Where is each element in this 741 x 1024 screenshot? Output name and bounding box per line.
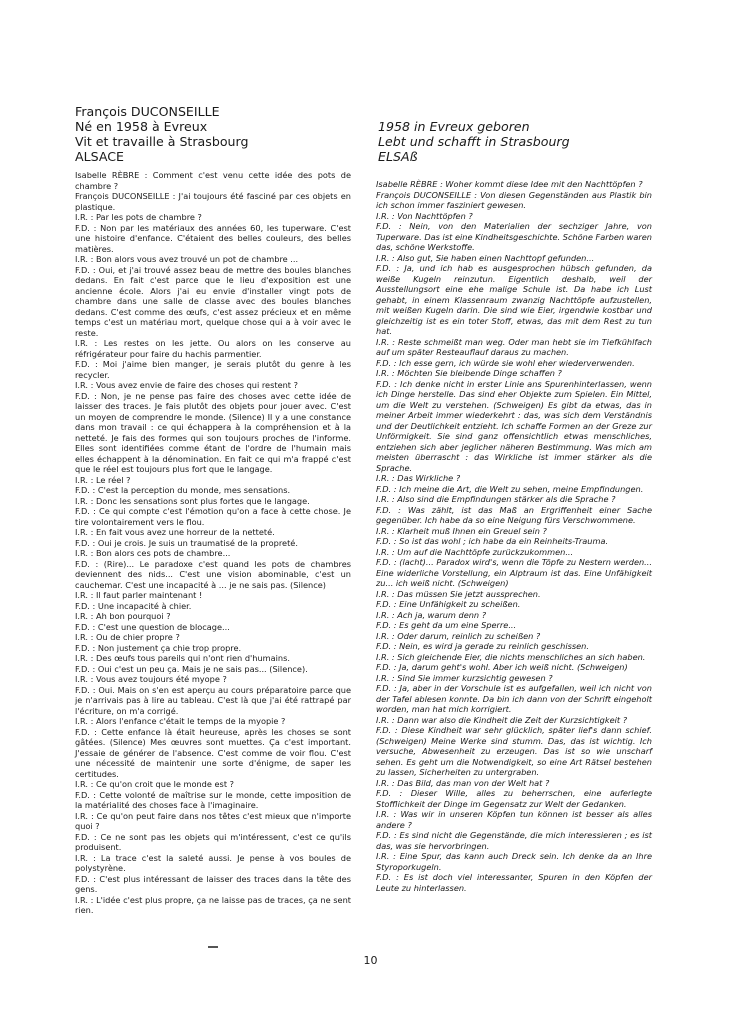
interview-line-fr: I.R. : Bon alors vous avez trouvé un pot de chambre ... <box>75 254 299 264</box>
interview-line-fr: I.R. : Ce qu'on peut faire dans nos têtes c'est mieux que n'importe quoi ? <box>75 810 351 831</box>
interview-line-de: F.D. : (lacht)... Paradox wird's, wenn die Töpfe zu Nestern werden... Eine widerliche Vorstellung, ein Alptraum ist das. Eine Unfähigkeit zu... ich weiß nicht. (Schweigen) <box>376 557 652 588</box>
interview-line-de: F.D. : Ja, aber in der Vorschule ist es aufgefallen, weil ich nicht von der Tafel ablesen konnte. Da bin ich dann von der Schrift eingeholt worden, man hat mich korrigiert. <box>376 683 652 714</box>
interview-line-de: F.D. : Eine Unfähigkeit zu scheißen. <box>376 599 521 609</box>
interview-line-fr: F.D. : Ce qui compte c'est l'émotion qu'on a face à cette chose. Je tire volontairement vers le flou. <box>75 506 351 527</box>
interview-line-de: I.R. : Oder darum, reinlich zu scheißen ? <box>376 630 541 641</box>
interview-line-fr: F.D. : Non, je ne pense pas faire des choses avec cette idée de laisser des traces. Je fais plutôt des objets pour jouer avec. C'est un moyen de comprendre le monde. (Silence) Il y a une constance dans mon travail : ce qui échappera à la compréhension et à la netteté. Je fais des formes qui son toujours proches de l'informe. Elles sont identifiées comme étant de l'ordre de l'humain mais elles échappent à la dénomination. En fait ce qui m'a frappé c'est que le réel est toujours plus fort que le langage. <box>75 390 351 474</box>
interview-line-de: I.R. : Sind Sie immer kurzsichtig gewesen ? <box>376 672 553 683</box>
interview-line-de: F.D. : Es ist doch viel interessanter, Spuren in den Köpfen der Leute zu hinterlassen. <box>376 872 652 893</box>
birth-line-fr: Né en 1958 à Evreux <box>75 119 208 134</box>
artist-header-german <box>378 119 570 164</box>
interview-line-de: I.R. : Was wir in unseren Köpfen tun können ist besser als alles andere ? <box>376 809 652 830</box>
interview-line-fr: I.R. : Le réel ? <box>75 474 131 485</box>
interview-line-fr: F.D. : Ce ne sont pas les objets qui m'intéressent, c'est ce qu'ils produisent. <box>75 831 351 852</box>
interview-line-de: F.D. : Dieser Wille, alles zu beherrschen, eine auferlegte Stofflichkeit der Dinge im Gegensatz zur Welt der Gedanken. <box>376 788 652 809</box>
interview-line-de: I.R. : Möchten Sie bleibende Dinge schaffen ? <box>376 368 562 378</box>
interview-line-de: I.R. : Um auf die Nachttöpfe zurückzukommen... <box>376 546 574 557</box>
interview-line-de: I.R. : Also sind die Empfindungen stärker als die Sprache ? <box>376 494 616 504</box>
interview-line-de: I.R. : Ach ja, warum denn ? <box>376 609 487 620</box>
interview-line-fr: F.D. : Oui. Mais on s'en est aperçu au cours préparatoire parce que je n'arrivais pas à lire au tableau. C'est là que j'ai été rattrapé par l'écriture, on m'a corrigé. <box>75 684 351 716</box>
interview-line-fr: I.R. : Les restes on les jette. Ou alors on les conserve au réfrigérateur pour faire du hachis parmentier. <box>75 338 351 359</box>
interview-line-fr: I.R. : Par les pots de chambre ? <box>75 212 202 222</box>
interview-line-de: F.D. : Ja, darum geht's wohl. Aber ich weiß nicht. (Schweigen) <box>376 662 628 672</box>
interview-line-de: I.R. : Das müssen Sie jetzt aussprechen. <box>376 588 541 599</box>
interview-line-de: I.R. : Eine Spur, das kann auch Dreck sein. Ich denke da an Ihre Styroporkugeln. <box>376 851 652 872</box>
interview-line-de: I.R. : Von Nachttöpfen ? <box>376 210 473 221</box>
interview-line-fr: I.R. : Ou de chier propre ? <box>75 632 180 642</box>
interview-line-de: F.D. : Es sind nicht die Gegenstände, die mich interessieren ; es ist das, was sie hervorbringen. <box>376 830 652 851</box>
interview-line-fr: F.D. : C'est plus intéressant de laisser des traces dans la tête des gens. <box>75 873 351 894</box>
interview-line-de: F.D. : Was zählt, ist das Maß an Ergriffenheit einer Sache gegenüber. Ich habe da so eine Neigung fürs Verschwommene. <box>376 504 652 525</box>
interview-line-fr: F.D. : Oui c'est un peu ça. Mais je ne sais pas... (Silence). <box>75 663 308 674</box>
interview-line-de: F.D. : Es geht da um eine Sperre... <box>376 620 517 630</box>
interview-line-fr: F.D. : C'est la perception du monde, mes sensations. <box>75 485 291 495</box>
artist-name: François DUCONSEILLE <box>75 104 220 119</box>
interview-line-de: F.D. : Ja, und ich hab es ausgesprochen hübsch gefunden, da weiße Kugeln reinzutun. Eigentlich deshalb, weil der Ausstellungsort eine ehe malige Schule ist. Da habe ich Lust gehabt, in einem Klassenraum zwanzig Nachttöpfe aufzustellen, mit weißen Kugeln darin. Die sind wie Eier, irgendwie kostbar und gleichzeitig ist es ein toter Stoff, etwas, das mit dem Rest zu tun hat. <box>376 263 652 336</box>
interview-line-de: I.R. : Sich gleichende Eier, die nichts menschliches an sich haben. <box>376 651 646 662</box>
interview-line-fr: I.R. : L'idée c'est plus propre, ça ne laisse pas de traces, ça ne sent rien. <box>75 894 351 915</box>
interview-line-fr: I.R. : La trace c'est la saleté aussi. Je pense à vos boules de polystyrène. <box>75 852 351 873</box>
interview-line-fr: I.R. : Bon alors ces pots de chambre... <box>75 548 231 558</box>
interview-line-de: I.R. : Das Wirkliche ? <box>376 473 461 483</box>
interview-line-de: François DUCONSEILLE : Von diesen Gegenständen aus Plastik bin ich schon immer fasziniert gewesen. <box>376 189 652 210</box>
interview-line-fr: F.D. : (Rire)... Le paradoxe c'est quand les pots de chambres deviennent des nids... C'est une vision abominable, c'est un cauchemar. C'est une incapacité à ... je ne sais pas. (Silence) <box>75 558 351 590</box>
interview-line-fr: I.R. : Il faut parler maintenant ! <box>75 590 203 600</box>
interview-line-fr: I.R. : En fait vous avez une horreur de la netteté. <box>75 527 275 537</box>
interview-line-de: I.R. : Also gut, Sie haben einen Nachttopf gefunden... <box>376 252 595 263</box>
print-mark <box>208 946 218 948</box>
interview-line-de: F.D. : Diese Kindheit war sehr glücklich, später lief's dann schief. (Schweigen) Meine Werke sind stumm. Das, das ist wichtig. Ich versuche, Abwesenheit zu erzeugen. Das ist so wie unscharf sehen. Es geht um die Notwendigkeit, so eine Art Rätsel bestehen zu lassen, Sicherheiten zu untergraben. <box>376 725 652 777</box>
interview-line-de: F.D. : Ich meine die Art, die Welt zu sehen, meine Empfindungen. <box>376 483 644 494</box>
interview-line-de: I.R. : Das Bild, das man von der Welt hat ? <box>376 777 550 788</box>
interview-line-fr: François DUCONSEILLE : J'ai toujours été fasciné par ces objets en plastique. <box>75 191 351 212</box>
interview-line-de: F.D. : Nein, es wird ja gerade zu reinlich geschissen. <box>376 641 589 651</box>
interview-line-fr: I.R. : Donc les sensations sont plus fortes que le langage. <box>75 495 310 506</box>
interview-line-fr: F.D. : Une incapacité à chier. <box>75 600 192 611</box>
interview-line-fr: I.R. : Vous avez envie de faire des choses qui restent ? <box>75 380 298 390</box>
interview-french-column <box>75 170 351 916</box>
residence-line-fr: Vit et travaille à Strasbourg <box>75 134 249 149</box>
interview-line-de: F.D. : Ich denke nicht in erster Linie ans Spurenhinterlassen, wenn ich Dinge herstelle. Das sind eher Objekte zum Spielen. Ein Mittel, um die Welt zu verstehen. (Schweigen) Es gibt da etwas, das in meiner Arbeit immer wiederkehrt : das, was sich dem Verständnis und der Deutlichkeit entzieht. Ich schaffe Formen an der Greze zur Unförmigkeit. Sie sind ganz offensichtlich etwas menschliches, entziehen sich aber jeglicher näheren Bestimmung. Was mich am meisten überrascht : das Wirkliche ist immer stärker als die Sprache. <box>376 378 652 473</box>
interview-line-de: Isabelle RÈBRE : Woher kommt diese Idee mit den Nachttöpfen ? <box>376 179 643 189</box>
interview-line-fr: I.R. : Vous avez toujours été myope ? <box>75 674 227 684</box>
interview-line-fr: I.R. : Ah bon pourquoi ? <box>75 611 171 621</box>
interview-line-fr: I.R. : Alors l'enfance c'était le temps de la myopie ? <box>75 716 286 726</box>
page-number: 10 <box>363 954 378 967</box>
interview-line-fr: F.D. : C'est une question de blocage... <box>75 621 230 632</box>
interview-line-de: F.D. : So ist das wohl ; ich habe da ein Reinheits-Trauma. <box>376 536 609 546</box>
interview-line-de: I.R. : Dann war also die Kindheit die Zeit der Kurzsichtigkeit ? <box>376 714 628 725</box>
interview-line-de: I.R. : Klarheit muß Ihnen ein Greuel sein ? <box>376 525 547 536</box>
interview-line-fr: F.D. : Oui, et j'ai trouvé assez beau de mettre des boules blanches dedans. En fait c'est parce que le lieu d'exposition est une ancienne école. Alors j'ai eu envie d'installer vingt pots de chambre dans une salle de classe avec des boules blanches dedans. C'est comme des œufs, c'est assez précieux et en même temps c'est un matériau mort, quelque chose qui a à voir avec le reste. <box>75 264 351 338</box>
interview-line-fr: F.D. : Oui je crois. Je suis un traumatisé de la propreté. <box>75 537 298 548</box>
region-de: ELSAß <box>378 149 418 164</box>
region-fr: ALSACE <box>75 149 125 164</box>
interview-line-fr: Isabelle RÈBRE : Comment c'est venu cette idée des pots de chambre ? <box>75 170 351 191</box>
interview-line-de: F.D. : Nein, von den Materialien der sechziger Jahre, von Tuperware. Das ist eine Kindheitsgeschichte. Schöne Farben waren das, schöne Werkstoffe. <box>376 221 652 252</box>
interview-line-fr: F.D. : Non par les matériaux des années 60, les tuperware. C'est une histoire d'enfance. C'étaient des belles couleurs, des belles matières. <box>75 222 351 254</box>
interview-line-de: F.D. : Ich esse gern, ich würde sie wohl eher wiederverwenden. <box>376 357 635 368</box>
interview-line-fr: F.D. : Cette volonté de maîtrise sur le monde, cette imposition de la matérialité des choses face à l'imaginaire. <box>75 789 351 810</box>
interview-line-de: I.R. : Reste schmeißt man weg. Oder man hebt sie im Tiefkühlfach auf um später Resteauflauf daraus zu machen. <box>376 336 652 357</box>
interview-line-fr: F.D. : Cette enfance là était heureuse, après les choses se sont gâtées. (Silence) Mes œuvres sont muettes. Ça c'est important. J'essaie de générer de l'absence. C'est comme de voir flou. C'est une nécessité de maintenir une sorte d'énigme, de saper les certitudes. <box>75 726 351 779</box>
artist-header-french <box>75 104 248 164</box>
birth-line-de: 1958 in Evreux geboren <box>378 119 530 134</box>
interview-line-fr: F.D. : Moi j'aime bien manger, je serais plutôt du genre à les recycler. <box>75 359 351 380</box>
interview-line-fr: F.D. : Non justement ça chie trop propre. <box>75 642 242 653</box>
interview-german-column <box>376 179 652 893</box>
interview-line-fr: I.R. : Ce qu'on croit que le monde est ? <box>75 779 234 789</box>
interview-line-fr: I.R. : Des œufs tous pareils qui n'ont rien d'humains. <box>75 653 290 663</box>
residence-line-de: Lebt und schafft in Strasbourg <box>378 134 570 149</box>
